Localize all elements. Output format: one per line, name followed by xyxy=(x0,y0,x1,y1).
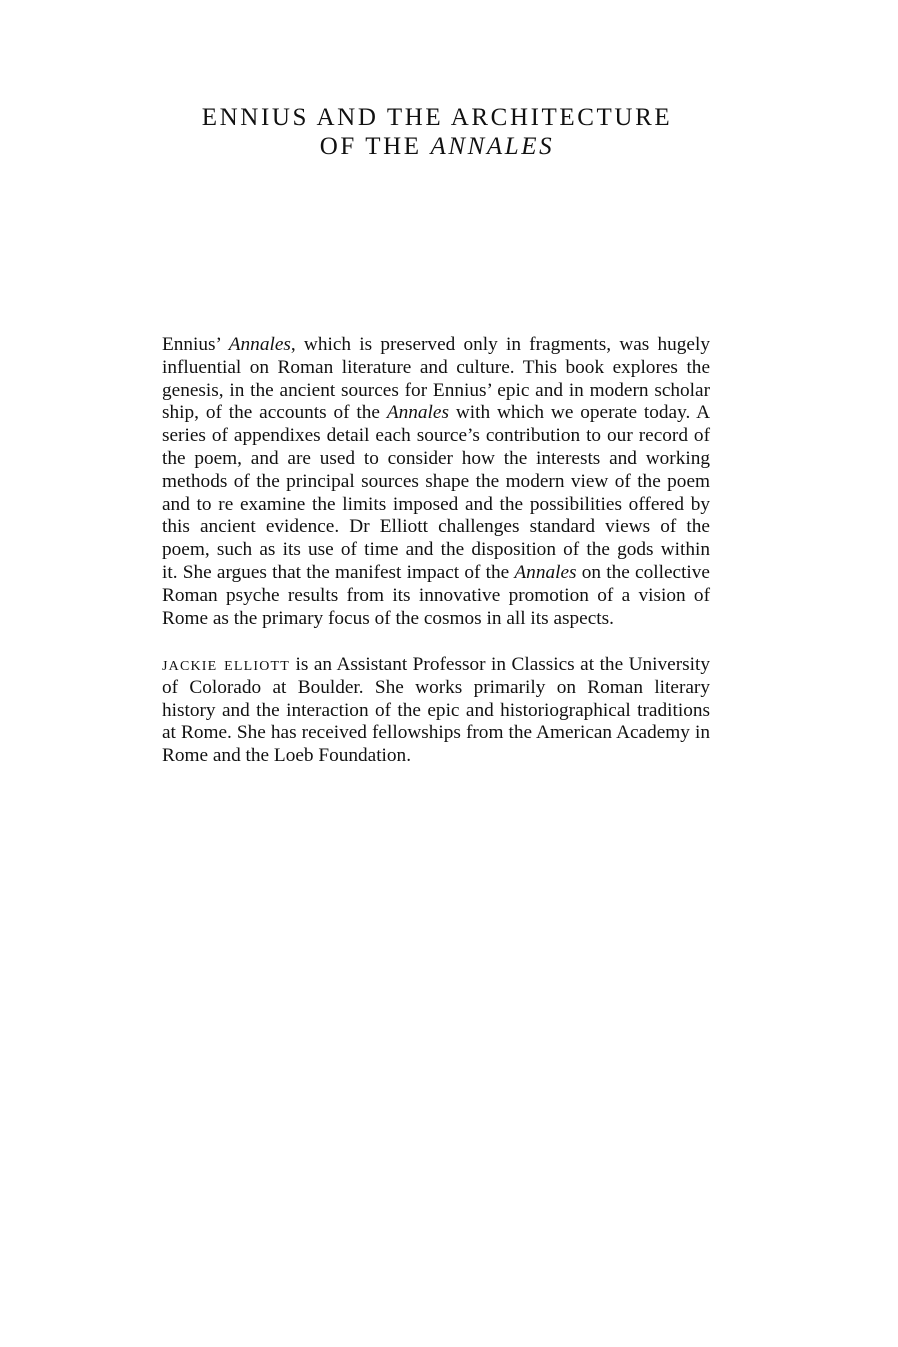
description-line xyxy=(162,402,710,425)
description-line xyxy=(162,334,710,357)
bio-line xyxy=(162,745,710,768)
book-title-line-2 xyxy=(0,132,874,161)
description-line xyxy=(162,608,710,631)
body-text: this ancient evidence. Dr Elliott challenges standard views of the xyxy=(162,516,710,538)
bio-line xyxy=(162,722,710,745)
book-title-line-2-prefix: OF THE xyxy=(319,133,431,160)
body-text: is an Assistant Professor in Classics at the University xyxy=(290,654,711,675)
italic-title-text: Annales xyxy=(228,334,291,355)
bio-line xyxy=(162,677,710,700)
bio-line xyxy=(162,654,710,677)
body-text: , which is preserved only in fragments, was hugely xyxy=(290,334,710,355)
book-title xyxy=(0,103,874,161)
book-description xyxy=(162,334,710,630)
body-text: Rome as the primary focus of the cosmos in all its aspects. xyxy=(162,607,614,629)
bio-line xyxy=(162,700,710,723)
description-line xyxy=(162,448,710,471)
italic-title-text: Annales xyxy=(514,561,577,583)
description-line xyxy=(162,425,710,448)
body-text: series of appendixes detail each source’s contribution to our record of xyxy=(162,425,710,447)
body-text: it. She argues that the manifest impact of the xyxy=(162,561,515,583)
description-line xyxy=(162,539,710,562)
italic-title-text: Annales xyxy=(386,402,449,424)
body-text: of Colorado at Boulder. She works primarily on Roman literary xyxy=(162,676,710,698)
body-text: on the collective xyxy=(576,561,710,583)
body-text: Ennius’ xyxy=(162,334,229,355)
body-text: influential on Roman literature and culture. This book explores the xyxy=(162,356,710,378)
description-line xyxy=(162,585,710,608)
description-line xyxy=(162,380,710,403)
book-title-line-1: ENNIUS AND THE ARCHITECTURE xyxy=(201,104,673,131)
body-text: methods of the principal sources shape the modern view of the poem xyxy=(162,470,710,492)
body-text: and to re examine the limits imposed and the possibilities offered by xyxy=(162,493,710,515)
description-line xyxy=(162,562,710,585)
description-line xyxy=(162,471,710,494)
description-line xyxy=(162,494,710,517)
description-line xyxy=(162,357,710,380)
description-line xyxy=(162,516,710,539)
body-text: genesis, in the ancient sources for Ennius’ epic and in modern scholar xyxy=(162,379,710,401)
body-text: with which we operate today. A xyxy=(448,402,710,424)
body-text: poem, such as its use of time and the disposition of the gods within xyxy=(162,539,710,561)
author-name: jackie elliott xyxy=(162,654,291,675)
body-text: Roman psyche results from its innovative promotion of a vision of xyxy=(162,584,710,606)
author-bio xyxy=(162,654,710,768)
body-text: the poem, and are used to consider how the interests and working xyxy=(162,447,710,469)
body-text: Rome and the Loeb Foundation. xyxy=(162,745,412,767)
body-text: history and the interaction of the epic and historiographical traditions xyxy=(162,699,710,721)
book-title-line-2-italic: ANNALES xyxy=(430,133,555,160)
body-text: at Rome. She has received fellowships from the American Academy in xyxy=(162,722,710,744)
body-text: ship, of the accounts of the xyxy=(162,402,387,424)
